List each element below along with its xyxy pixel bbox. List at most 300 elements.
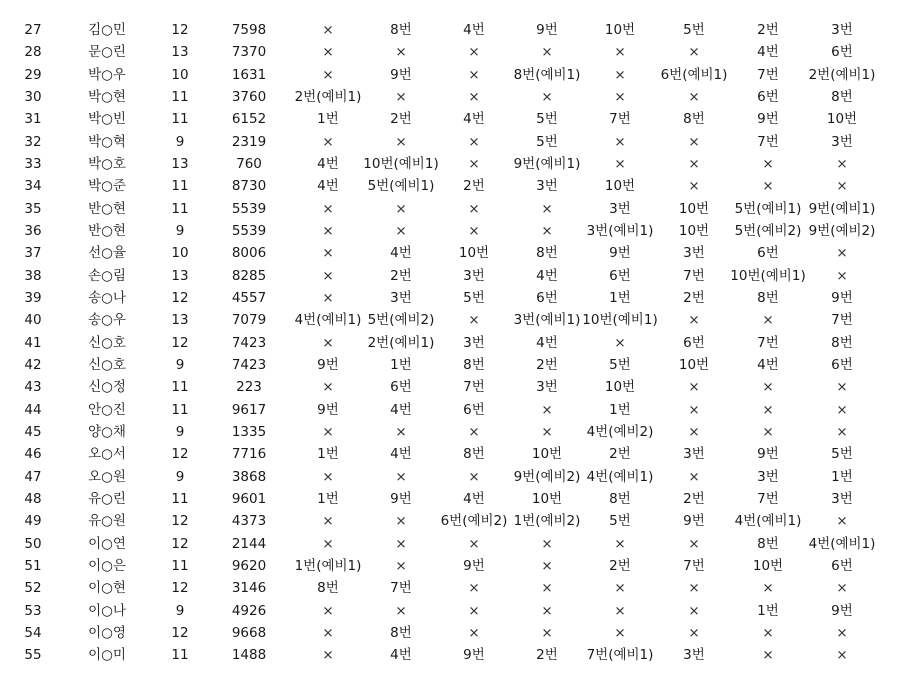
grade-cell: 12	[171, 624, 189, 641]
table-row	[0, 533, 910, 555]
choice-7-cell: 4번	[757, 356, 779, 373]
choice-3-cell: ×	[468, 580, 480, 597]
choice-5-cell: 1번	[609, 289, 631, 306]
choice-2-cell: 8번	[390, 624, 412, 641]
choice-2-cell: 4번	[390, 401, 412, 418]
student-name-cell: 안○진	[88, 401, 126, 418]
choice-1-cell: ×	[322, 535, 334, 552]
choice-6-cell: ×	[688, 468, 700, 485]
choice-2-cell: ×	[395, 535, 407, 552]
row-number-cell: 39	[24, 289, 42, 306]
table-row	[0, 577, 910, 599]
choice-8-cell: ×	[836, 580, 848, 597]
student-name-cell: 오○원	[88, 468, 126, 485]
choice-2-cell: 9번	[390, 66, 412, 83]
choice-1-cell: ×	[322, 66, 334, 83]
choice-3-cell: ×	[468, 602, 480, 619]
choice-6-cell: 10번	[678, 222, 710, 239]
table-row	[0, 443, 910, 465]
choice-8-cell: 6번	[831, 356, 853, 373]
choice-4-cell: ×	[541, 88, 553, 105]
choice-4-cell: ×	[541, 44, 553, 61]
choice-5-cell: ×	[614, 334, 626, 351]
choice-7-cell: 1번	[757, 602, 779, 619]
choice-6-cell: ×	[688, 602, 700, 619]
table-row	[0, 287, 910, 309]
grade-cell: 9	[175, 133, 185, 150]
choice-4-cell: 10번	[531, 490, 563, 507]
table-row	[0, 265, 910, 287]
choice-8-cell: 9번(예비1)	[808, 200, 876, 217]
choice-4-cell: ×	[541, 222, 553, 239]
choice-8-cell: ×	[836, 513, 848, 530]
choice-4-cell: 6번	[536, 289, 558, 306]
choice-7-cell: ×	[762, 312, 774, 329]
score-cell: 223	[236, 379, 262, 396]
grade-cell: 13	[171, 44, 189, 61]
choice-4-cell: 3번(예비1)	[513, 312, 581, 329]
choice-7-cell: 10번	[752, 557, 784, 574]
choice-7-cell: 9번	[757, 446, 779, 463]
student-name-cell: 이○나	[88, 602, 126, 619]
student-name-cell: 박○우	[88, 66, 126, 83]
choice-6-cell: 7번	[683, 267, 705, 284]
row-number-cell: 50	[24, 535, 42, 552]
choice-8-cell: 3번	[831, 133, 853, 150]
grade-cell: 11	[171, 490, 189, 507]
row-number-cell: 40	[24, 312, 42, 329]
grade-cell: 10	[171, 66, 189, 83]
choice-4-cell: 5번	[536, 111, 558, 128]
row-number-cell: 48	[24, 490, 42, 507]
choice-3-cell: 4번	[463, 22, 485, 38]
choice-8-cell: 2번(예비1)	[808, 66, 876, 83]
choice-1-cell: 2번(예비1)	[294, 88, 362, 105]
row-number-cell: 32	[24, 133, 42, 150]
choice-2-cell: ×	[395, 88, 407, 105]
choice-6-cell: 7번	[683, 557, 705, 574]
choice-5-cell: 2번	[609, 446, 631, 463]
choice-1-cell: ×	[322, 44, 334, 61]
score-cell: 5539	[231, 222, 267, 239]
choice-3-cell: 9번	[463, 557, 485, 574]
choice-1-cell: ×	[322, 647, 334, 664]
row-number-cell: 46	[24, 446, 42, 463]
choice-8-cell: ×	[836, 267, 848, 284]
choice-1-cell: ×	[322, 468, 334, 485]
choice-2-cell: 6번	[390, 379, 412, 396]
row-number-cell: 38	[24, 267, 42, 284]
score-cell: 7423	[231, 356, 267, 373]
score-cell: 8285	[231, 267, 267, 284]
choice-8-cell: 9번	[831, 602, 853, 619]
student-name-cell: 이○미	[88, 647, 126, 664]
choice-8-cell: ×	[836, 401, 848, 418]
table-row	[0, 600, 910, 622]
choice-7-cell: ×	[762, 647, 774, 664]
choice-3-cell: ×	[468, 155, 480, 172]
grade-cell: 11	[171, 647, 189, 664]
score-cell: 3146	[231, 580, 267, 597]
student-name-cell: 이○연	[88, 535, 126, 552]
grade-cell: 11	[171, 111, 189, 128]
choice-2-cell: ×	[395, 557, 407, 574]
table-row	[0, 64, 910, 86]
table-row	[0, 622, 910, 644]
choice-1-cell: ×	[322, 200, 334, 217]
table-row	[0, 421, 910, 443]
choice-1-cell: ×	[322, 289, 334, 306]
choice-4-cell: 3번	[536, 379, 558, 396]
student-name-cell: 김○민	[88, 22, 126, 38]
choice-5-cell: 5번	[609, 356, 631, 373]
choice-6-cell: ×	[688, 423, 700, 440]
grade-cell: 11	[171, 379, 189, 396]
choice-6-cell: 5번	[683, 22, 705, 38]
choice-5-cell: ×	[614, 624, 626, 641]
choice-8-cell: 10번	[826, 111, 858, 128]
choice-7-cell: 7번	[757, 66, 779, 83]
choice-1-cell: 1번	[317, 111, 339, 128]
choice-7-cell: 9번	[757, 111, 779, 128]
table-row	[0, 332, 910, 354]
choice-6-cell: 3번	[683, 245, 705, 262]
table-row	[0, 19, 910, 41]
choice-3-cell: 3번	[463, 267, 485, 284]
choice-6-cell: ×	[688, 178, 700, 195]
choice-1-cell: ×	[322, 602, 334, 619]
grade-cell: 12	[171, 580, 189, 597]
score-cell: 9601	[231, 490, 267, 507]
grade-cell: 12	[171, 535, 189, 552]
grade-cell: 9	[175, 423, 185, 440]
grade-cell: 11	[171, 557, 189, 574]
choice-4-cell: 4번	[536, 267, 558, 284]
choice-4-cell: ×	[541, 423, 553, 440]
choice-2-cell: 4번	[390, 446, 412, 463]
choice-5-cell: 9번	[609, 245, 631, 262]
choice-4-cell: 4번	[536, 334, 558, 351]
grade-cell: 9	[175, 602, 185, 619]
table-row	[0, 220, 910, 242]
grade-cell: 12	[171, 446, 189, 463]
choice-4-cell: 8번	[536, 245, 558, 262]
choice-8-cell: 4번(예비1)	[808, 535, 876, 552]
score-cell: 3760	[231, 88, 267, 105]
choice-1-cell: 4번	[317, 178, 339, 195]
grade-cell: 13	[171, 312, 189, 329]
row-number-cell: 54	[24, 624, 42, 641]
row-number-cell: 34	[24, 178, 42, 195]
score-cell: 4557	[231, 289, 267, 306]
choice-1-cell: ×	[322, 267, 334, 284]
choice-3-cell: 4번	[463, 490, 485, 507]
grade-cell: 11	[171, 200, 189, 217]
grade-cell: 10	[171, 245, 189, 262]
choice-8-cell: ×	[836, 178, 848, 195]
choice-1-cell: ×	[322, 423, 334, 440]
student-name-cell: 선○율	[88, 245, 126, 262]
choice-5-cell: 3번(예비1)	[586, 222, 654, 239]
table-row	[0, 466, 910, 488]
choice-6-cell: ×	[688, 624, 700, 641]
choice-3-cell: 8번	[463, 446, 485, 463]
table-row	[0, 86, 910, 108]
choice-7-cell: 8번	[757, 535, 779, 552]
table-row	[0, 510, 910, 532]
choice-3-cell: 7번	[463, 379, 485, 396]
choice-8-cell: ×	[836, 647, 848, 664]
choice-8-cell: ×	[836, 624, 848, 641]
grade-cell: 13	[171, 267, 189, 284]
choice-3-cell: ×	[468, 535, 480, 552]
choice-7-cell: 3번	[757, 468, 779, 485]
score-cell: 7079	[231, 312, 267, 329]
choice-4-cell: ×	[541, 624, 553, 641]
choice-3-cell: 6번	[463, 401, 485, 418]
student-name-cell: 박○현	[88, 88, 126, 105]
choice-6-cell: ×	[688, 133, 700, 150]
choice-8-cell: ×	[836, 245, 848, 262]
score-cell: 9620	[231, 557, 267, 574]
score-cell: 4373	[231, 513, 267, 530]
choice-2-cell: ×	[395, 44, 407, 61]
row-number-cell: 55	[24, 647, 42, 664]
row-number-cell: 41	[24, 334, 42, 351]
score-cell: 2319	[231, 133, 267, 150]
choice-8-cell: 6번	[831, 44, 853, 61]
row-number-cell: 27	[24, 22, 42, 38]
choice-5-cell: 1번	[609, 401, 631, 418]
table-row	[0, 488, 910, 510]
row-number-cell: 43	[24, 379, 42, 396]
choice-3-cell: 4번	[463, 111, 485, 128]
choice-3-cell: ×	[468, 88, 480, 105]
student-name-cell: 양○채	[88, 423, 126, 440]
choice-2-cell: ×	[395, 468, 407, 485]
choice-3-cell: ×	[468, 66, 480, 83]
choice-4-cell: 9번(예비2)	[513, 468, 581, 485]
student-name-cell: 송○나	[88, 289, 126, 306]
student-name-cell: 신○호	[88, 334, 126, 351]
choice-2-cell: 1번	[390, 356, 412, 373]
choice-8-cell: 1번	[831, 468, 853, 485]
choice-5-cell: ×	[614, 133, 626, 150]
choice-6-cell: ×	[688, 535, 700, 552]
student-name-cell: 박○혁	[88, 133, 126, 150]
grade-cell: 13	[171, 155, 189, 172]
choice-4-cell: ×	[541, 200, 553, 217]
choice-6-cell: 10번	[678, 200, 710, 217]
student-name-cell: 반○현	[88, 222, 126, 239]
score-cell: 8730	[231, 178, 267, 195]
student-name-cell: 신○정	[88, 379, 126, 396]
table-row	[0, 242, 910, 264]
choice-7-cell: 4번	[757, 44, 779, 61]
choice-8-cell: 3번	[831, 490, 853, 507]
score-cell: 7716	[231, 446, 267, 463]
choice-1-cell: 4번	[317, 155, 339, 172]
choice-5-cell: ×	[614, 535, 626, 552]
grade-cell: 11	[171, 88, 189, 105]
student-name-cell: 유○원	[88, 513, 126, 530]
choice-3-cell: 8번	[463, 356, 485, 373]
choice-3-cell: ×	[468, 44, 480, 61]
grade-cell: 11	[171, 401, 189, 418]
row-number-cell: 33	[24, 155, 42, 172]
row-number-cell: 28	[24, 44, 42, 61]
choice-8-cell: 9번(예비2)	[808, 222, 876, 239]
choice-7-cell: 4번(예비1)	[734, 513, 802, 530]
choice-7-cell: ×	[762, 178, 774, 195]
choice-3-cell: 3번	[463, 334, 485, 351]
choice-3-cell: ×	[468, 200, 480, 217]
choice-5-cell: 4번(예비2)	[586, 423, 654, 440]
grade-cell: 12	[171, 22, 189, 38]
grade-cell: 9	[175, 222, 185, 239]
choice-1-cell: ×	[322, 624, 334, 641]
choice-1-cell: ×	[322, 379, 334, 396]
choice-4-cell: ×	[541, 535, 553, 552]
choice-6-cell: 2번	[683, 490, 705, 507]
student-name-cell: 이○현	[88, 580, 126, 597]
choice-8-cell: ×	[836, 423, 848, 440]
choice-6-cell: ×	[688, 44, 700, 61]
choice-2-cell: 2번	[390, 111, 412, 128]
choice-7-cell: ×	[762, 624, 774, 641]
choice-2-cell: 4번	[390, 647, 412, 664]
score-cell: 1631	[231, 66, 267, 83]
row-number-cell: 45	[24, 423, 42, 440]
choice-7-cell: 8번	[757, 289, 779, 306]
choice-2-cell: ×	[395, 602, 407, 619]
table-row	[0, 41, 910, 63]
choice-2-cell: 10번(예비1)	[363, 155, 439, 172]
student-name-cell: 오○서	[88, 446, 126, 463]
choice-7-cell: ×	[762, 379, 774, 396]
choice-2-cell: 8번	[390, 22, 412, 38]
choice-6-cell: ×	[688, 155, 700, 172]
choice-1-cell: 1번	[317, 490, 339, 507]
choice-6-cell: 2번	[683, 289, 705, 306]
choice-8-cell: 7번	[831, 312, 853, 329]
choice-7-cell: 7번	[757, 490, 779, 507]
row-number-cell: 51	[24, 557, 42, 574]
row-number-cell: 31	[24, 111, 42, 128]
choice-7-cell: 2번	[757, 22, 779, 38]
choice-1-cell: 8번	[317, 580, 339, 597]
choice-7-cell: 10번(예비1)	[730, 267, 806, 284]
choice-8-cell: 9번	[831, 289, 853, 306]
choice-1-cell: ×	[322, 22, 334, 38]
choice-3-cell: ×	[468, 133, 480, 150]
choice-1-cell: ×	[322, 513, 334, 530]
table-row	[0, 153, 910, 175]
choice-3-cell: 2번	[463, 178, 485, 195]
choice-6-cell: ×	[688, 312, 700, 329]
choice-5-cell: 7번	[609, 111, 631, 128]
choice-3-cell: ×	[468, 423, 480, 440]
score-cell: 5539	[231, 200, 267, 217]
choice-8-cell: 8번	[831, 88, 853, 105]
table-row	[0, 175, 910, 197]
choice-7-cell: ×	[762, 423, 774, 440]
choice-8-cell: 6번	[831, 557, 853, 574]
grade-cell: 12	[171, 334, 189, 351]
choice-3-cell: ×	[468, 312, 480, 329]
row-number-cell: 35	[24, 200, 42, 217]
choice-3-cell: ×	[468, 468, 480, 485]
choice-4-cell: 10번	[531, 446, 563, 463]
choice-5-cell: 8번	[609, 490, 631, 507]
choice-3-cell: 10번	[458, 245, 490, 262]
choice-2-cell: 5번(예비1)	[367, 178, 435, 195]
choice-6-cell: 8번	[683, 111, 705, 128]
choice-4-cell: 8번(예비1)	[513, 66, 581, 83]
choice-7-cell: 6번	[757, 245, 779, 262]
choice-1-cell: ×	[322, 334, 334, 351]
student-name-cell: 신○호	[88, 356, 126, 373]
choice-5-cell: ×	[614, 44, 626, 61]
row-number-cell: 53	[24, 602, 42, 619]
choice-5-cell: ×	[614, 580, 626, 597]
ranking-table	[0, 19, 910, 667]
choice-2-cell: ×	[395, 200, 407, 217]
row-number-cell: 49	[24, 513, 42, 530]
score-cell: 7370	[231, 44, 267, 61]
choice-1-cell: 1번(예비1)	[294, 557, 362, 574]
choice-7-cell: 7번	[757, 334, 779, 351]
student-name-cell: 박○빈	[88, 111, 126, 128]
choice-5-cell: 3번	[609, 200, 631, 217]
choice-6-cell: 3번	[683, 446, 705, 463]
score-cell: 7598	[231, 22, 267, 38]
score-cell: 9668	[231, 624, 267, 641]
choice-5-cell: 10번(예비1)	[582, 312, 658, 329]
table-row	[0, 108, 910, 130]
choice-5-cell: 10번	[604, 178, 636, 195]
choice-5-cell: ×	[614, 88, 626, 105]
choice-7-cell: ×	[762, 401, 774, 418]
choice-7-cell: 5번(예비1)	[734, 200, 802, 217]
choice-4-cell: ×	[541, 401, 553, 418]
choice-7-cell: 6번	[757, 88, 779, 105]
row-number-cell: 29	[24, 66, 42, 83]
choice-1-cell: ×	[322, 222, 334, 239]
student-name-cell: 송○우	[88, 312, 126, 329]
student-name-cell: 유○린	[88, 490, 126, 507]
choice-1-cell: 4번(예비1)	[294, 312, 362, 329]
choice-6-cell: ×	[688, 401, 700, 418]
table-row	[0, 198, 910, 220]
table-row	[0, 131, 910, 153]
choice-2-cell: 2번(예비1)	[367, 334, 435, 351]
choice-3-cell: ×	[468, 222, 480, 239]
choice-6-cell: ×	[688, 379, 700, 396]
choice-7-cell: ×	[762, 580, 774, 597]
student-name-cell: 박○호	[88, 155, 126, 172]
row-number-cell: 47	[24, 468, 42, 485]
choice-3-cell: 5번	[463, 289, 485, 306]
score-cell: 760	[236, 155, 262, 172]
choice-5-cell: 4번(예비1)	[586, 468, 654, 485]
grade-cell: 9	[175, 468, 185, 485]
row-number-cell: 30	[24, 88, 42, 105]
choice-2-cell: 2번	[390, 267, 412, 284]
choice-6-cell: 3번	[683, 647, 705, 664]
choice-4-cell: ×	[541, 557, 553, 574]
grade-cell: 12	[171, 513, 189, 530]
